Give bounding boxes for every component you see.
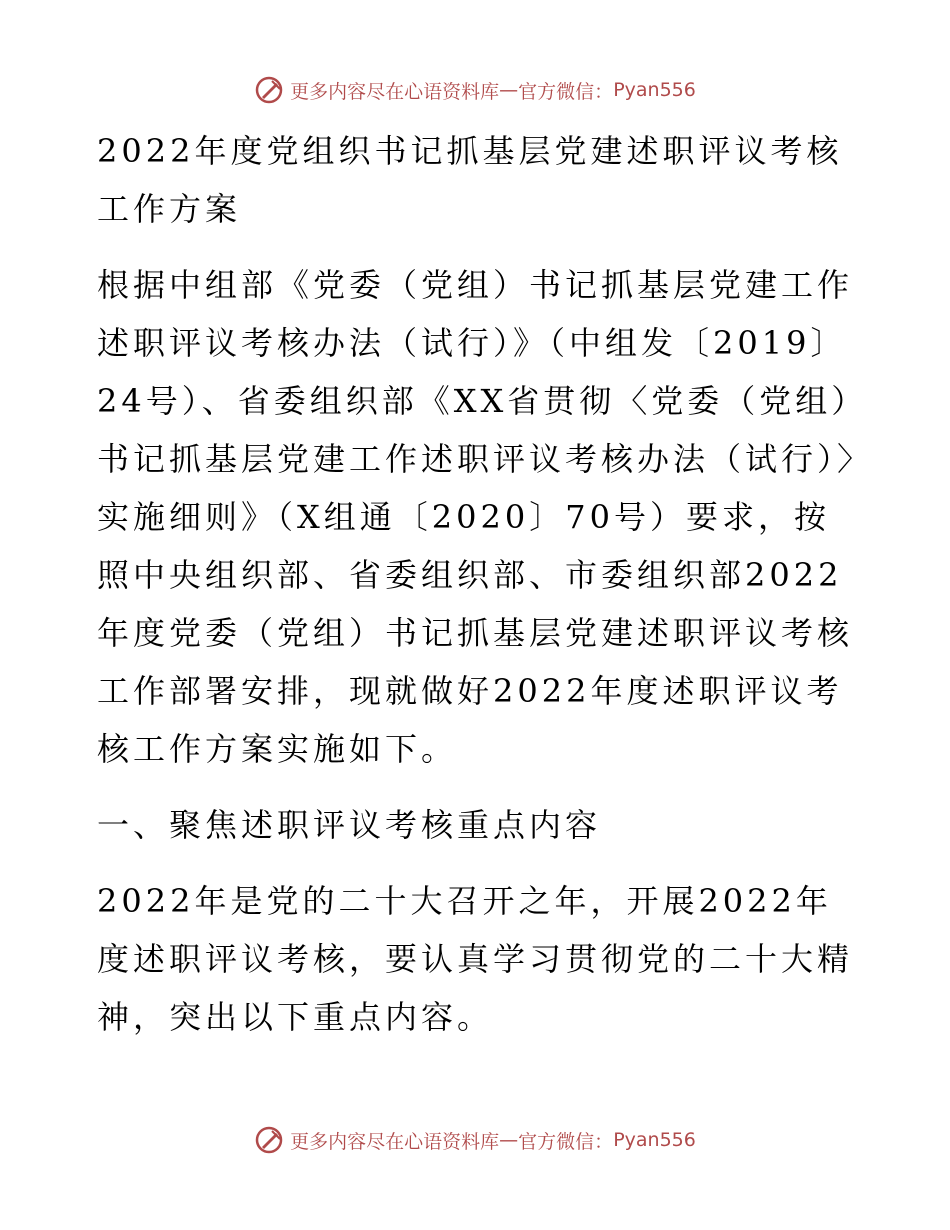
section-1-heading: 一、聚焦述职评议考核重点内容 (97, 806, 602, 844)
banner-wechat-id: Pyan556 (613, 1129, 696, 1151)
banner-separator: — (499, 1129, 519, 1151)
document-title: 2022年度党组织书记抓基层党建述职评议考核工作方案 (97, 132, 843, 228)
quill-logo-icon (254, 75, 284, 105)
document-body (97, 122, 857, 1064)
banner-wechat-label: 官方微信： (518, 80, 614, 103)
header-watermark-banner (0, 70, 950, 110)
banner-separator: — (499, 79, 519, 101)
intro-paragraph: 根据中组部《党委（党组）书记抓基层党建工作述职评议考核办法（试行）》（中组发〔2019〕24号）、省委组织部《XX省贯彻〈党委（党组）书记抓基层党建工作述职评议考核办法（试行）〉实施细则》（X组通〔2020〕70号）要求，按照中央组织部、省委组织部、市委组织部2022年度党委（党组）书记抓基层党建述职评议考核工作部署安排，现就做好2022年度述职评议考核工作方案实施如下。 (97, 266, 858, 768)
footer-watermark-banner (0, 1120, 950, 1160)
banner-wechat-id: Pyan556 (613, 79, 696, 101)
banner-text: 更多内容尽在心语资料库 (290, 1130, 500, 1153)
banner-wechat-label: 官方微信： (518, 1130, 614, 1153)
banner-text: 更多内容尽在心语资料库 (290, 80, 500, 103)
quill-logo-icon (254, 1125, 284, 1155)
section-1-paragraph: 2022年是党的二十大召开之年，开展2022年度述职评议考核，要认真学习贯彻党的二十大精神，突出以下重点内容。 (97, 882, 854, 1036)
